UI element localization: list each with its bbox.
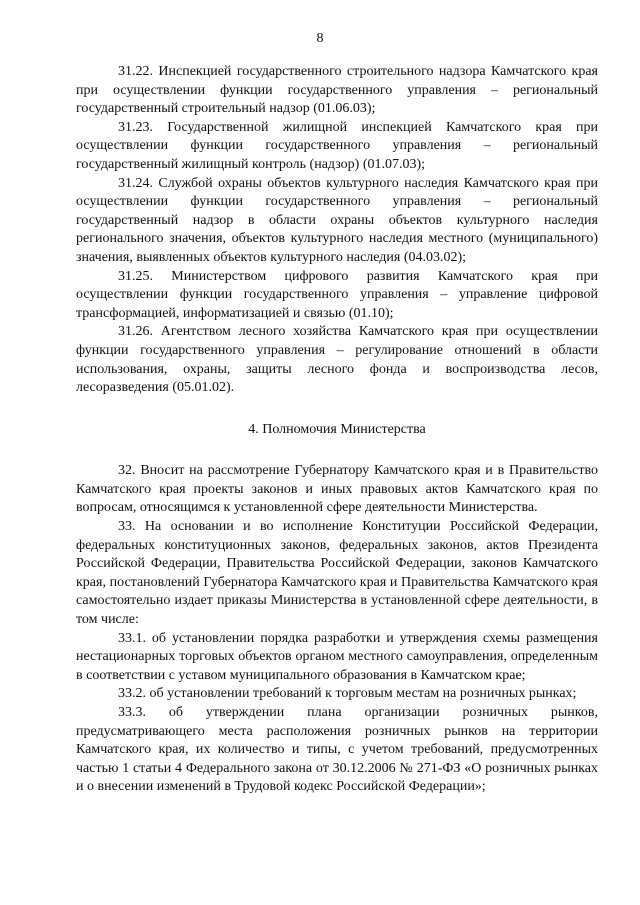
clause-31-26: 31.26. Агентством лесного хозяйства Камчатского края при осуществлении функции государственного управления – регулирование отношений в области использования, охраны, защиты лесного фонда и воспроизводства лесов, лесоразведения (05.01.02). (76, 324, 598, 396)
clause-31-25: 31.25. Министерством цифрового развития Камчатского края при осуществлении функции государственного управления – управление цифровой трансформацией, информатизацией и связью (01.10); (76, 268, 598, 321)
clause-32: 32. Вносит на рассмотрение Губернатору Камчатского края и в Правительство Камчатского края проекты законов и иных правовых актов Камчатского края по вопросам, относящимся к установленной сфере деятельности Министерства. (76, 463, 598, 516)
clause-31-24: 31.24. Службой охраны объектов культурного наследия Камчатского края при осуществлении функции государственного управления – региональный государственный надзор в области охраны объектов культурного наследия регионального значения, объектов культурного наследия местного (муниципального) значения, выявленных объектов культурного наследия (04.03.02); (76, 175, 598, 265)
clause-33-1: 33.1. об установлении порядка разработки и утверждения схемы размещения нестационарных торговых объектов органом местного самоуправления, определенным в соответствии с уставом муниципального образования в Камчатском крае; (76, 630, 598, 683)
section-heading: 4. Полномочия Министерства (248, 421, 426, 437)
clause-33-2: 33.2. об установлении требований к торговым местам на розничных рынках; (118, 686, 577, 702)
clause-31-23: 31.23. Государственной жилищной инспекцией Камчатского края при осуществлении функции государственного управления – региональный государственный жилищный контроль (надзор) (01.07.03); (76, 119, 598, 172)
clause-33-3: 33.3. об утверждении плана организации розничных рынков, предусматривающего места расположения розничных рынков на территории Камчатского края, их количество и типы, с учетом требований, предусмотренных частью 1 статьи 4 Федерального закона от 30.12.2006 № 271-ФЗ «О розничных рынках и о внесении изменений в Трудовой кодекс Российской Федерации»; (76, 705, 598, 795)
clause-33: 33. На основании и во исполнение Конституции Российской Федерации, федеральных конституционных законов, федеральных законов, актов Президента Российской Федерации, Правительства Российской Федерации, законов Камчатского края, постановлений Губернатора Камчатского края и Правительства Камчатского края самостоятельно издает приказы Министерства в установленной сфере деятельности, в том числе: (76, 519, 598, 628)
page-number: 8 (316, 31, 324, 46)
clause-31-22: 31.22. Инспекцией государственного строительного надзора Камчатского края при осуществлении функции государственного управления – региональный государственный строительный надзор (01.06.03); (76, 64, 598, 117)
document-body (76, 63, 598, 797)
